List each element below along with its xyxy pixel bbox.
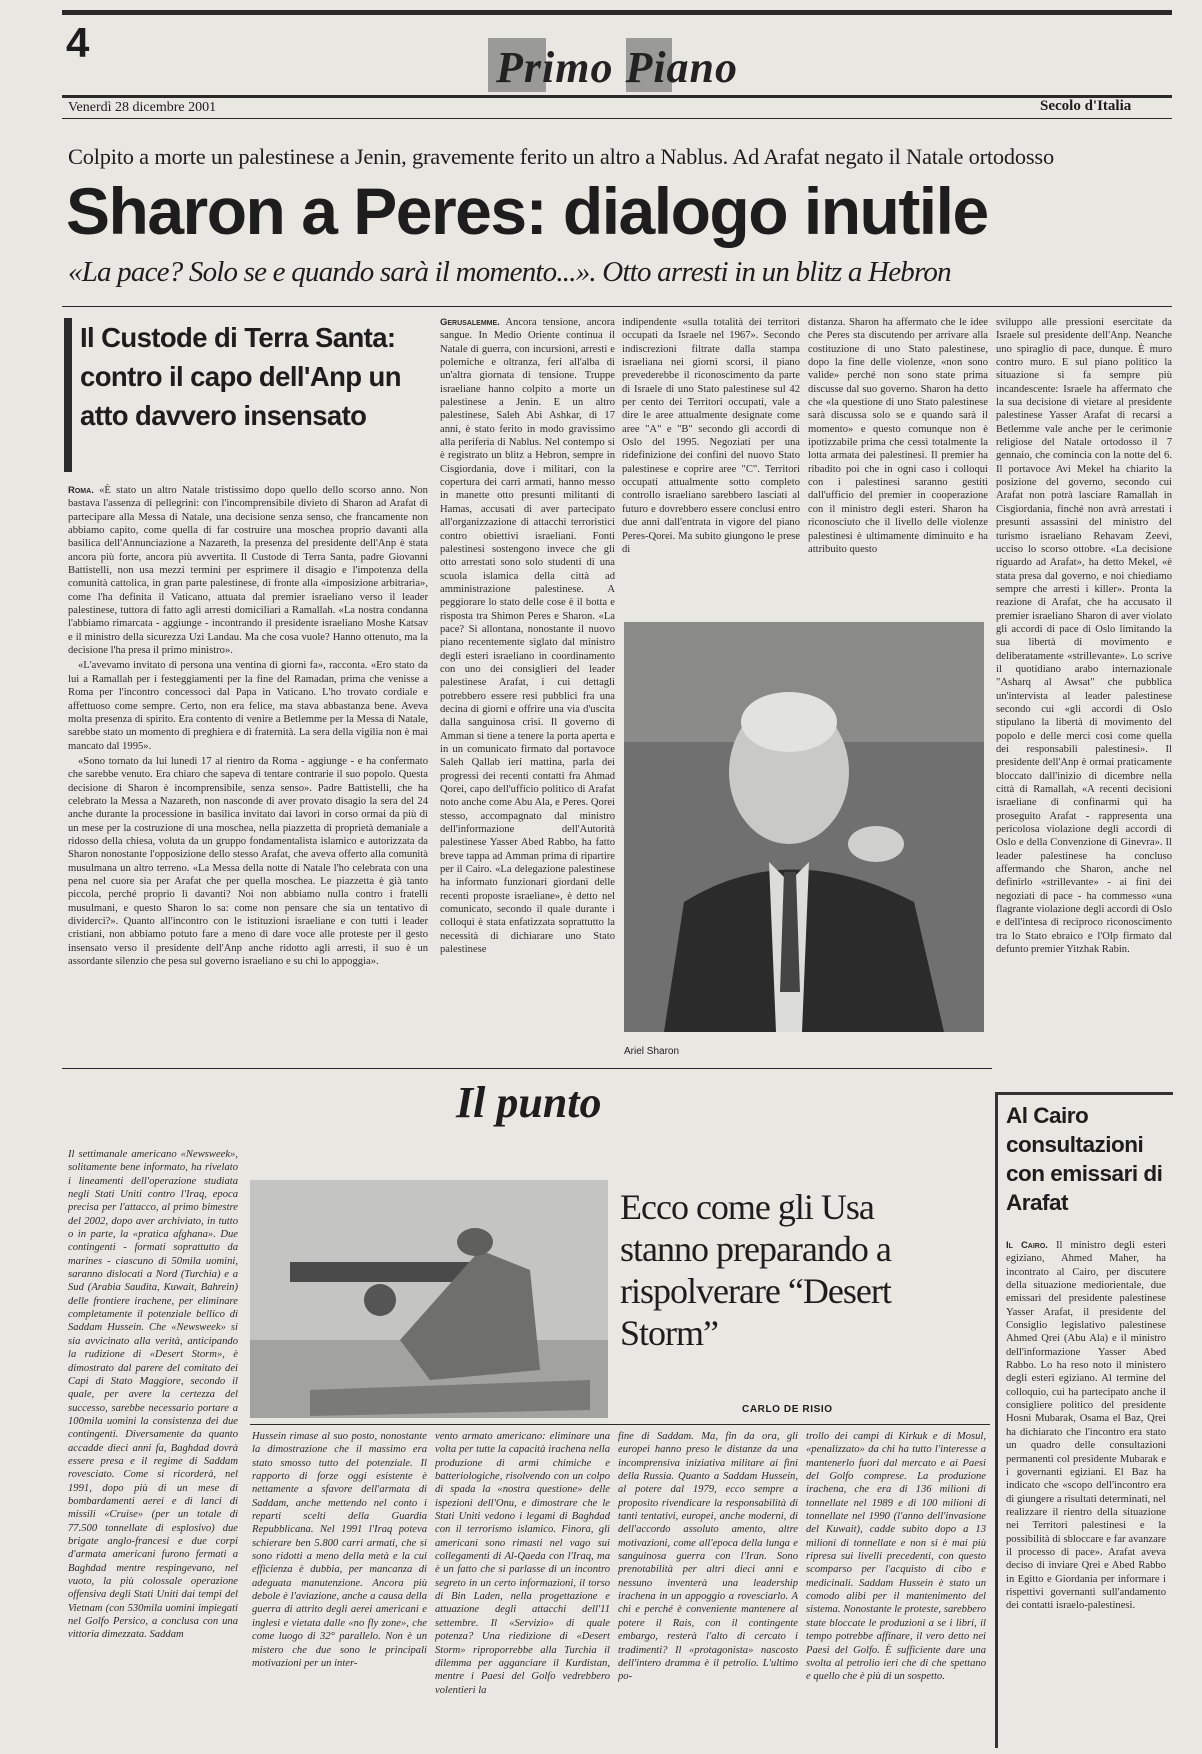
sharon-photo bbox=[624, 622, 984, 1032]
main-column-1-text: Ancora tensione, ancora sangue. In Medio Oriente continua il Natale di guerra, con incursioni, arresti e polemiche e oltranza, feri all'alba di un'altra giornata di tensione. Truppe israeliane hanno colpito a morte un palestinese a Jenin. E un altro palestinese, Saleh Abi Ashkar, di 17 anni, è stato ferito in modo gravissimo alla periferia di Nablus. Nel contempo si è registrato un blitz a Hebron, sempre in Cisgiordania, dove i militari, con la copertura dei carri armati, hanno messo in manette otto presunti militanti di Hamas, accusati di aver partecipato all'organizzazione di attacchi terroristici contro obiettivi israeliani. Fonti palestinesi sostengono invece che gli otto arrestati sono solo studenti di una scuola islamica della città ad amministrazione palestinese. A peggiorare lo stato delle cose è il botta e risposta tra Shimon Peres e Sharon. «La pace? Si allontana, nonostante il nuovo piano recentemente siglato dal ministro degli esteri israeliano in coordinamento con uno dei consiglieri del leader palestinese Arafat, i cui dettagli potrebbero essere resi pubblici fra una decina di giorni e offrire una via d'uscita dalla sanguinosa crisi. Il governo di Amman si tiene a tenere la porta aperta e in un comunicato firmato dal portavoce Saleh Qallab ieri mattina, parla dei progressi dei recenti contatti fra Ahmad Qorei, capo dell'ufficio politico di Arafat noto anche come Abu Ala, e Peres. Qorei stesso, accompagnato dal ministro dell'informazione dell'Autorità palestinese Yasser Abed Rabbo, ha fatto breve tappa ad Amman prima di ripartire per il Cairo. «La delegazione palestinese ha informato funzionari giordani delle recenti proposte israeliane», è detto nel comunicato, secondo il quale durante i colloqui è stata enfatizzata soprattutto la necessità di dichiarare uno Stato palestinese bbox=[440, 317, 615, 956]
main-column-2-text: indipendente «sulla totalità dei territori occupati da Israele nel 1967». Secondo indiscrezioni filtrate dalla stampa israeliana nei giorni scorsi, il piano prevederebbe il riconoscimento da parte di Israele di uno Stato palestinese sul 42 per cento dei Territori occupati, vale a dire le aree attualmente designate come aree "A" e "B" secondo gli accordi di Oslo del 1995. Negoziati per una ridefinizione dei confini del nuovo Stato palestinese e coprire aree "C". Territori occupati attualmente sotto completo controllo israeliano sarebbero lasciati al futuro e dovrebbero essere conclusi entro due anni dall'entrata in vigore del piano Peres-Qorei. Ma subito giungono le prese di bbox=[622, 317, 800, 555]
punto-column-a bbox=[252, 1430, 427, 1748]
punto-column-c-text: fine di Saddam. Ma, fin da ora, gli europei hanno preso le distanze da una incomprensiva iniziativa militare ai fini della Russia. Quanto a Saddam Hussein, al potere dal 1979, ecco sempre a proposito rivendicare la responsabilità di tanti tentativi, europei, anche moderni, di dell'accordo assoluto amento, altre motivazioni, come all'epoca della lunga e sanguinosa guerra con l'Iran. Sono prenotabilità per altri dieci anni e nessuno inventerà una leadership irachena in un appoggio a rovesciarlo. A chi e perché è conveniente mantenere al potere il Rais, con il contingente embargo, resterà l'alto di cercato i tradimenti? Il «protagonista» nascosto dell'intero dramma è il petrolio. L'ultimo po- bbox=[618, 1431, 798, 1683]
newspaper-name: Secolo d'Italia bbox=[1040, 98, 1132, 114]
custode-paragraph: «L'avevamo invitato di persona una ventina di giorni fa», racconta. «Ero stato da lui a Ramallah per i festeggiamenti per la fine del Ramadan, prima che venisse a Roma per l'incontro concessoci dal Papa in Vaticano. L'ho trovato cordiale e affettuoso come sempre. Certo, non era felice, ma stava abbastanza bene. Aveva molta presenza di spirito. Era contento di venire a Betlemme per la Messa di Natale, sarebbe stato un momento di preghiera e di fraternità. La sera della vigilia non è mai mancato dal 1995». bbox=[68, 660, 428, 752]
punto-column-b bbox=[435, 1430, 610, 1748]
main-column-2 bbox=[622, 316, 800, 612]
cairo-text: Il ministro degli esteri egiziano, Ahmed Maher, ha incontrato al Cairo, per discutere della situazione mediorientale, due emissari del presidente palestinese Yasser Arafat, il presidente del Consiglio legislativo palestinese Ahmed Qrei (Abu Ala) e il ministro dell'informazione Yasser Abed Rabbo. Lo ha reso noto il ministero degli esteri egiziano. Al termine del colloquio, cui ha partecipato anche il consigliere politico del presidente Hosni Mubarak, Osama el Baz, Qrei ha dichiarato che l'incontro era stato un quadro delle consultazioni permanenti col presidente Mubarak e i governanti egiziani. El Baz ha indicato che «scopo dell'incontro era di giungere a risultati determinati, nel realizzare il rientro della situazione nei Territori palestinesi e la possibilità di sbloccare e far avanzare il processo di pace». Arafat aveva deciso di inviare Qrei e Abed Rabbo in Egitto e Giordania per informare i rispettivi governanti sull'andamento dei contatti israelo-palestinesi. bbox=[1006, 1240, 1166, 1612]
main-overline: Colpito a morte un palestinese a Jenin, gravemente ferito un altro a Nablus. Ad Arafat negato il Natale ortodosso bbox=[68, 144, 1054, 169]
photo-caption: Ariel Sharon bbox=[624, 1046, 680, 1057]
custode-lead-word: Roma. bbox=[68, 485, 94, 496]
punto-label bbox=[456, 1074, 602, 1132]
custode-paragraph: «Sono tornato da lui lunedì 17 al rientro da Roma - aggiunge - e ha confermato che sarebbe venuto. Era chiaro che sapeva di tentare contrarie il suo popolo. Questa decisione di Sharon è incomprensibile, senza senso». Padre Battistelli, che ha celebrato la Messa a Nazareth, non nasconde di aver provato disagio la sera del 24 anche durante la processione in basilica invitato dai lavori in corso ormai da più di un mese per la costruzione di una moschea, nella piazzetta di proprietà demaniale a ridosso della chiesa, voluta da un gruppo fondamentalista islamico e autorizzata da Sharon nonostante l'opposizione dello stesso Arafat, che aveva offerto alla comunità musulmana un altro terreno. «La Messa della notte di Natale l'ho celebrata con una pena nel cuore sia per Arafat che per quella moschea. Le piazzetta è già tanto piccola, perché proprio lì davanti? Noi non abbiamo nulla contro i fratelli musulmani, e questo Sharon lo sa: come non pensare che sia un tentativo di dividerci?». Quanto all'incontro con le istituzioni israeliane e con tutti i leader cristiani, non abbiamo potuto fare a meno di dare voce alle proteste per il gesto insensato verso il presidente dell'Anp anche ridotto agli arresti, il suo è un assordante silenzio che pesa sul governo israeliano e su chi lo appoggia». bbox=[68, 755, 428, 968]
desert-storm-photo bbox=[250, 1180, 608, 1418]
custode-headline: Il Custode di Terra Santa: contro il capo dell'Anp un atto davvero insensato bbox=[80, 322, 401, 431]
punto-column-c bbox=[618, 1430, 798, 1748]
page-number: 4 bbox=[66, 19, 90, 66]
main-column-3-text: distanza. Sharon ha affermato che le idee che Peres sta discutendo per arrivare alla costituzione di uno Stato palestinese, dopo la fine delle violenze, «non sono valide» perché non sono state prima discusse dal suo governo. Sharon ha detto che «la questione di uno Stato palestinese sarà discussa solo se e quando sarà il momento» e questo comunque non è ipotizzabile prima che cessi totalmente la lotta armata dei palestinesi. Il premier ha ribadito poi che in ogni caso i colloqui con i palestinesi saranno gestiti dall'ufficio del premier in cooperazione con il ministro degli esteri. Sharon ha riconosciuto che il livello delle violenze palestinesi è ultimamente diminuito e ha attribuito questo bbox=[808, 317, 988, 555]
custode-paragraph: «È stato un altro Natale tristissimo dopo quello dello scorso anno. Non bastava l'assenza di pellegrini: con l'incomprensibile divieto di Sharon ad Arafat di partecipare alla Messa di Natale, una decisione senza senso, che francamente non abbiamo capito, come quella di far costruire una moschea proprio davanti alla basilica dell'Annunciazione a Nazareth, la presenza del presidente dell'Anp è stata ancora più forte, ancora più avvertita. Il Custode di Terra Santa, padre Giovanni Battistelli, non usa mezzi termini per esprimere il disagio e l'impotenza della comunità cattolica, in gran parte palestinese, di fronte alla «imposizione arbitraria», come l'ha definita il Vaticano, attuata dal premier israeliano verso il leader palestinese, tuttora di fatto agli arresti domiciliari a Ramallah. «La nostra condanna l'abbiamo rimarcata - aggiunge - incontrando il presidente israeliano Moshe Katsav e il ministro della sicurezza Uzi Landau. Ma che cosa vuole? Hanno ottenuto, ma la decisione l'ha presa il primo ministro». bbox=[68, 485, 428, 657]
punto-author: CARLO DE RISIO bbox=[742, 1404, 833, 1415]
issue-date: Venerdì 28 dicembre 2001 bbox=[68, 100, 217, 115]
section-title: Primo Piano bbox=[488, 36, 768, 94]
punto-headline: Ecco come gli Usa stanno preparando a rispolverare “Desert Storm” bbox=[620, 1187, 891, 1353]
punto-column-d-text: trollo dei campi di Kirkuk e di Mosul, «penalizzato» da chi ha tutto l'interesse a mantenerlo fuori dal mercato e ai Paesi del Golfo comprese. La produzione irachena, che era di 136 milioni di tonnellate nel 1989 e di 100 milioni di tonnellate nel 1990 (l'anno dell'invasione del Kuwait), cadde subito dopo a 13 milioni di tonnellate e non si è mai più ripresa sui livelli precedenti, con questo scomparso per l'acquisto di cibo e medicinali. Saddam Hussein è stato un comodo alibi per il mantenimento del sistema. Nonostante le proteste, sarebbero state bloccate le produzioni a se i libri, il tempo potrebbe affinare, il vero detto nei Paesi del Golfo. È sufficiente dare una svolta al petrolio ieri che di che spettano e quello che è più di un sospetto. bbox=[806, 1431, 986, 1683]
cairo-lead-word: Il Cairo. bbox=[1006, 1240, 1048, 1251]
cairo-box bbox=[995, 1092, 1173, 1748]
main-headline: Sharon a Peres: dialogo inutile bbox=[66, 174, 988, 248]
sharon-portrait-icon bbox=[624, 622, 984, 1032]
main-column-4 bbox=[996, 316, 1172, 1046]
punto-column-b-text: vento armato americano: eliminare una volta per tutte la capacità irachena nella produzione di armi chimiche e batteriologiche, risolvendo con un colpo di spada la «nostra questione» delle ispezioni dell'Onu, e dimostrare che le Stati Uniti vedono i legami di Baghdad con il terrorismo islamico. Finora, gli americani sono rimasti nel vago sui collegamenti di Al-Qaeda con l'Iraq, ma è un fatto che si parlasse di un incontro segreto in un certo informazioni, il torso di Bin Laden, nella progettazione e attuazione degli attacchi dell'11 settembre. Il «Servizio» di quale potenza? Una riedizione di «Desert Storm» riproporrebbe alla Turchia il dilemma per agganciare il Kurdistan, mentre i Paesi del Golfo vedrebbero volentieri la bbox=[435, 1431, 610, 1696]
custode-body bbox=[68, 484, 428, 1050]
main-column-1 bbox=[440, 316, 615, 1062]
punto-left-column bbox=[68, 1148, 238, 1746]
cairo-body bbox=[1006, 1239, 1166, 1745]
custode-headline-box bbox=[64, 318, 430, 472]
main-subheadline: «La pace? Solo se e quando sarà il momento...». Otto arresti in un blitz a Hebron bbox=[68, 256, 951, 288]
main-lead-word: Gerusalemme. bbox=[440, 317, 500, 328]
punto-column-d bbox=[806, 1430, 986, 1748]
soldiers-photo-icon bbox=[250, 1180, 608, 1418]
punto-label-text: Il punto bbox=[456, 1078, 602, 1127]
punto-column-a-text: Hussein rimase al suo posto, nonostante la dimostrazione che il massimo era stato smosso tutto del potenziale. Il rapporto di forze oggi esistente è nettamente a sfavore dell'armata di Saddam, anche mettendo nel conto i reparti scelti della Guardia Repubblicana. Nel 1991 l'Iraq poteva schierare ben 5.800 carri armati, che si sono ridotti a meno della metà e la cui efficienza è dubbia, per mancanza di adeguata manutenzione. Ancora più debole è l'aviazione, anche a causa della guerra di attrito degli aerei americani e inglesi e vietata dalle «no fly zone», che come luogo di 32° parallelo. Non è un mistero che due sono le principali motivazioni per un inter- bbox=[252, 1431, 427, 1669]
main-column-3 bbox=[808, 316, 988, 612]
cairo-headline: Al Cairo consultazioni con emissari di Arafat bbox=[1006, 1103, 1163, 1215]
punto-left-text: Il settimanale americano «Newsweek», solitamente bene informato, ha rivelato i lineamenti dell'operazione studiata negli Stati Uniti contro l'Iraq, epoca precisa per l'attacco, al primo bimestre del 2002, dopo aver archiviato, in tutto o in parte, la «pratica afghana». Due contingenti - formati soprattutto da marines - ciascuno di 50mila uomini, saranno dislocati a Nord (Turchia) e a Sud (Arabia Saudita, Kuwait, Bahrein) delle frontiere irachene, per eliminare completamente il potenziale bellico di Saddam Hussein. Che «Newsweek» si sia avvicinato alla verità, anticipando la rudizione di «Desert Storm», è dimostrato dal parere del comitato dei Capi di Stato Maggiore, secondo il quale, per avere la certezza del successo, sarebbe necessario portare a 100mila uomini la consistenza dei due contingenti. Diversamente da quanto accadde dieci anni fa, Baghdad dovrà essere presa e il regime di Saddam rovesciato. Come si ricorderà, nel 1991, dopo più di un mese di bombardamenti aerei e di lanci di missili «Cruise» (per un totale di 77.500 tonnellate di esplosivo) due brigate anglo-francesi e due corpi d'armata americani furono fermati a Baghdad mentre respingevano, nel vuoto, la più colossale operazione offensiva degli Stati Uniti dai tempi del Vietnam (con 530mila uomini impiegati nel Golfo Persico, a conclusa con una vittoria dimezzata. Saddam bbox=[68, 1149, 238, 1641]
main-column-4-text: sviluppo alle pressioni esercitate da Israele sul presidente dell'Anp. Neanche uno spiraglio di pace, dunque. È muro contro muro. E sul piano politico la situazione si fa sempre più incandescente: Israele ha affermato che la sua decisione di vietare al presidente palestinese Yasser Arafat di recarsi a Betlemme vale anche per le cerimonie religiose del Natale ortodosso il 7 gennaio, che comincia con la notte del 6. Il portavoce Avi Mekel ha chiarito la posizione del governo, secondo cui Arafat non potrà lasciare Ramallah in Cisgiordania, finché non avrà arrestati i presunti assassini del ministro del turismo israeliano Rehavam Zeevi, ucciso lo scorso ottobre. «La decisione riguardo ad Arafat», ha detto Mekel, «è stata presa dal governo, e noi chiediamo sempre che arresti i killer». Pronta la reazione di Arafat, che ha accusato il premier israeliano Sharon di aver violato gli accordi di pace di Oslo limitando la sua libertà di movimento e deliberatamente «strillevante». Lo scrive il quotidiano arabo internazionale "Asharq al Awsat" che pubblica un'intervista al leader palestinese secondo cui «gli accordi di Oslo stipulano la libertà di movimento del popolo e delle merci così come quella dei responsabili palestinesi». Il presidente dell'Anp è ormai praticamente bloccato dall'inizio di dicembre nella città di Ramallah, «A recenti decisioni israeliane di confinarmi qui ha proseguito Arafat - rappresenta una pericolosa violazione degli accordi di Oslo e della Convenzione di Ginevra». Il leader palestinese ha concluso affermando che Sharon, anche nel definirlo «strillevante» - ai fini dei negoziati di pace - ha commesso «una flagrante violazione degli accordi di Oslo e dell'intesa di reciproco riconoscimento tra lo Stato ebraico e l'Olp firmato dal defunto premier Yitzhak Rabin. bbox=[996, 317, 1172, 956]
